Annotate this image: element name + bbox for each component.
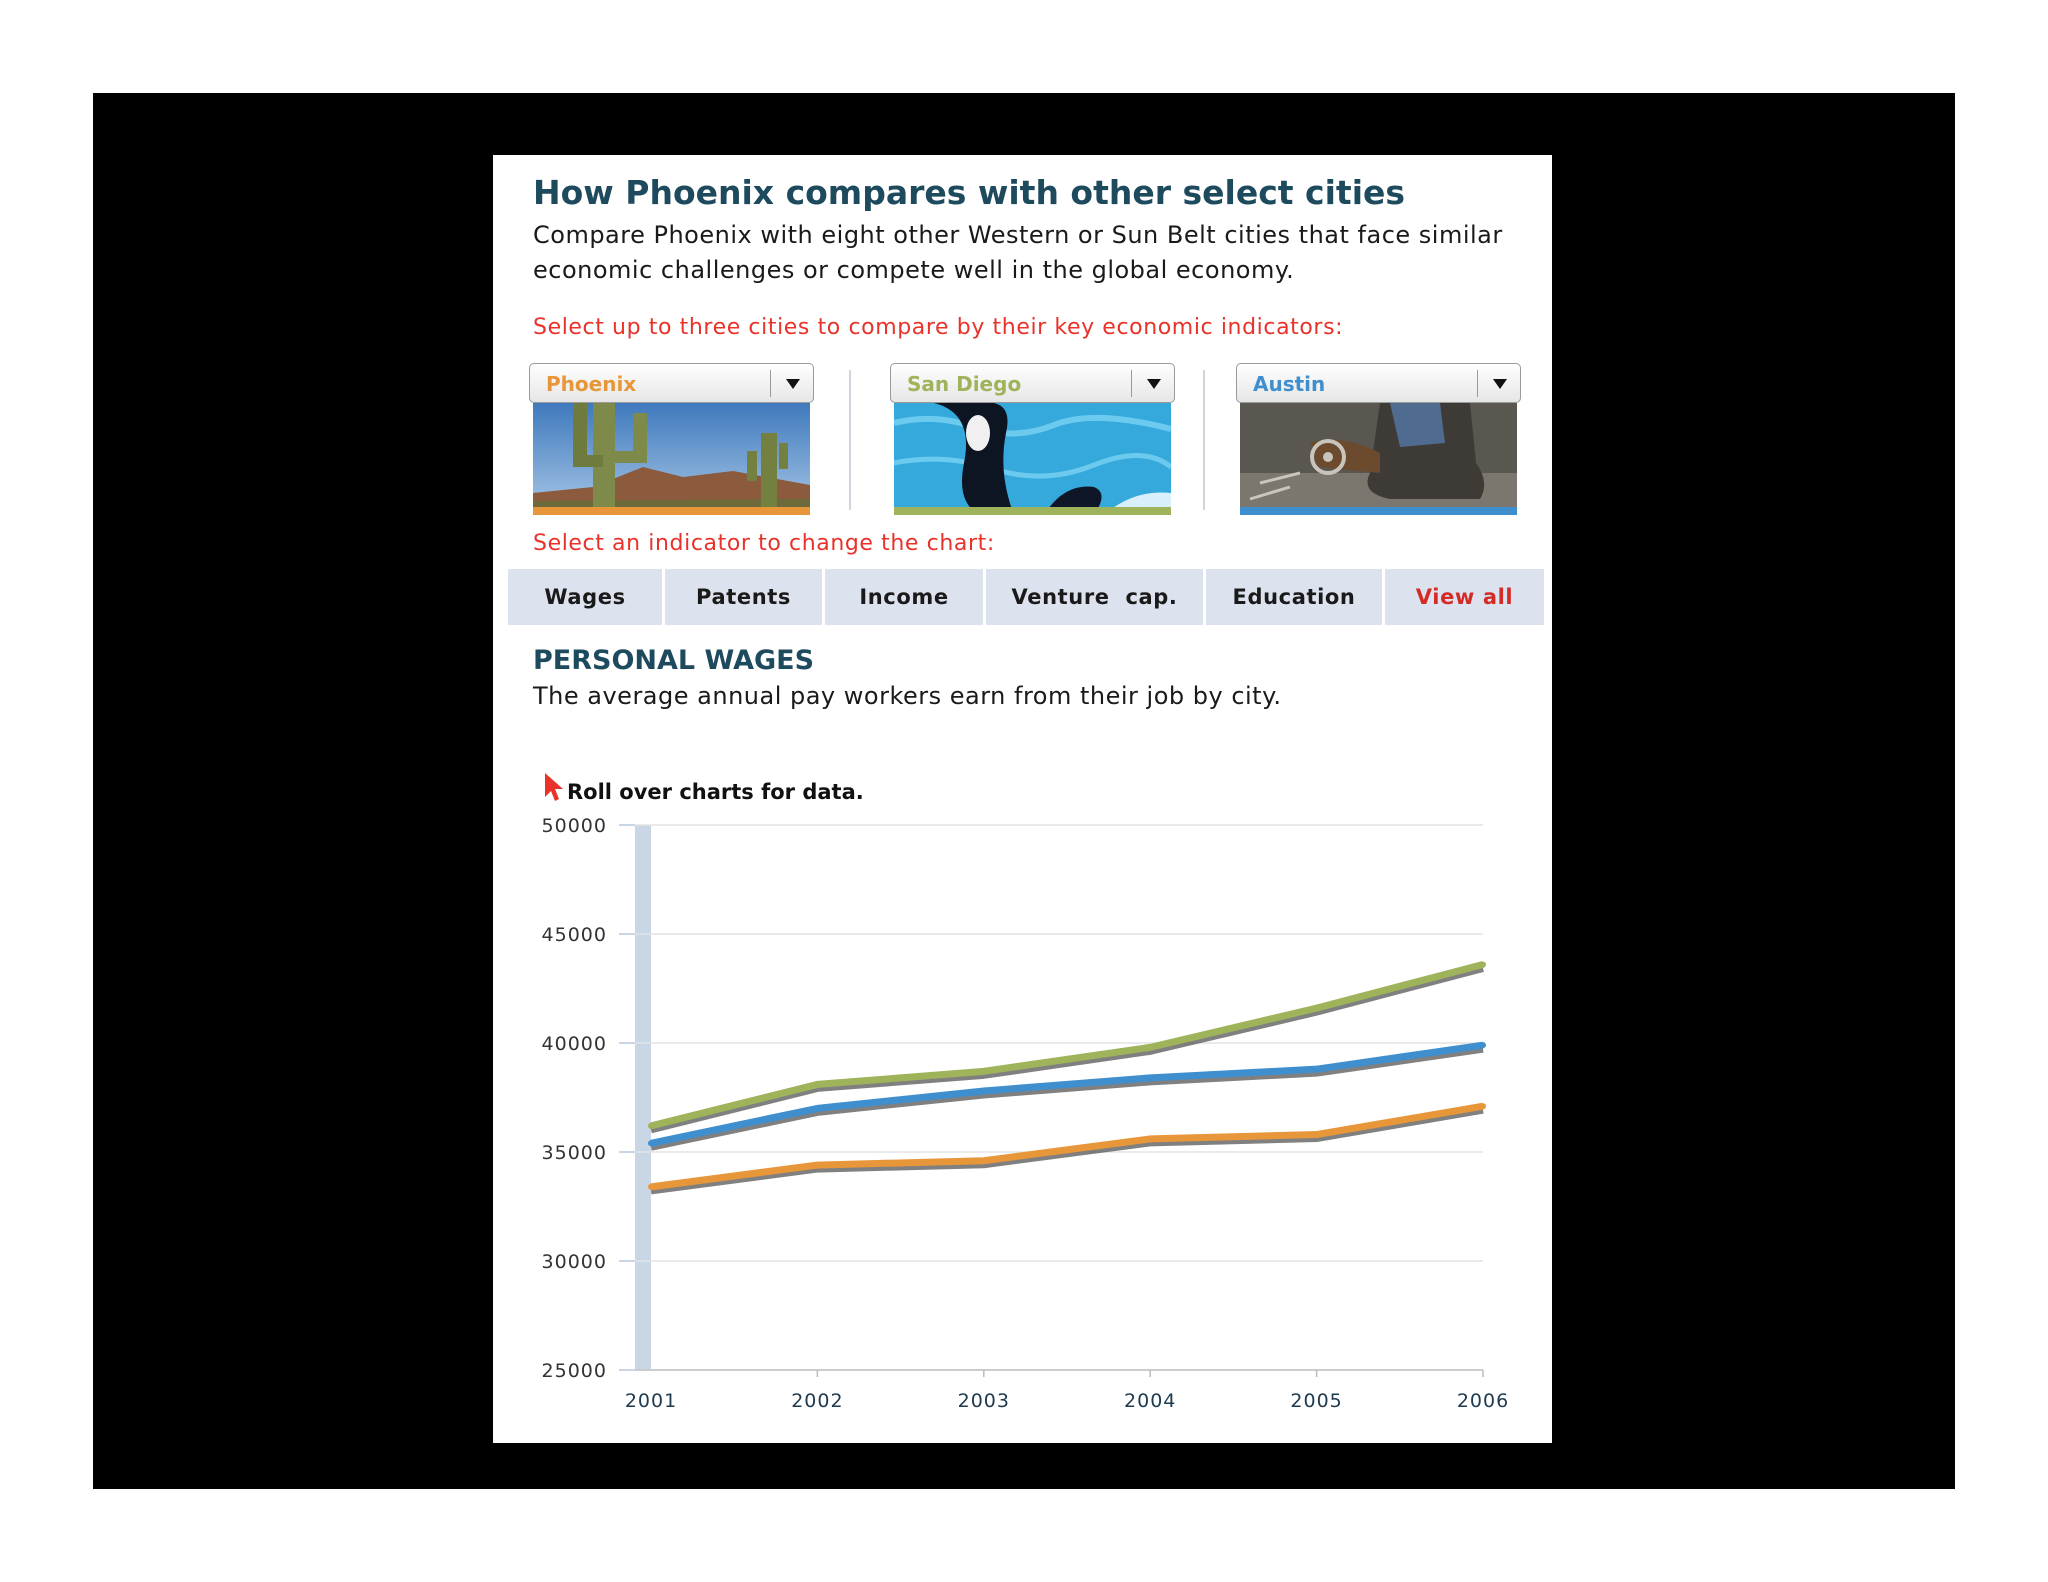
wages-line-chart[interactable] bbox=[493, 795, 1552, 1435]
city-dropdown-label: Phoenix bbox=[546, 372, 637, 396]
data-point bbox=[814, 1162, 820, 1168]
divider bbox=[849, 370, 851, 510]
section-description: The average annual pay workers earn from their job by city. bbox=[533, 682, 1282, 710]
widget-intro: Compare Phoenix with eight other Western or Sun Belt cities that face similar economic challenges or compete well in the global economy. bbox=[533, 221, 1503, 284]
data-point bbox=[648, 1123, 654, 1129]
chevron-down-icon[interactable] bbox=[1131, 370, 1174, 397]
y-tick-label: 50000 bbox=[541, 815, 607, 837]
tab-education[interactable]: Education bbox=[1206, 569, 1382, 625]
city-dropdown-austin[interactable] bbox=[1236, 363, 1521, 403]
data-point bbox=[814, 1081, 820, 1087]
data-point bbox=[814, 1105, 820, 1111]
y-tick-label: 45000 bbox=[541, 924, 607, 946]
data-point bbox=[1147, 1136, 1153, 1142]
data-point bbox=[1480, 1042, 1486, 1048]
city-dropdown-phoenix[interactable] bbox=[529, 363, 814, 403]
city-select-instruction: Select up to three cities to compare by their key economic indicators: bbox=[533, 315, 1344, 340]
x-tick-label: 2004 bbox=[1124, 1390, 1177, 1412]
indicator-tabs bbox=[508, 569, 1544, 625]
data-point bbox=[648, 1184, 654, 1190]
chevron-down-icon[interactable] bbox=[1477, 370, 1520, 397]
data-point bbox=[648, 1140, 654, 1146]
tab-patents[interactable]: Patents bbox=[665, 569, 822, 625]
tab-wages[interactable]: Wages bbox=[508, 569, 662, 625]
chevron-down-icon[interactable] bbox=[770, 370, 813, 397]
city-selector-2 bbox=[890, 363, 1175, 515]
data-point bbox=[1314, 1132, 1320, 1138]
data-point bbox=[981, 1158, 987, 1164]
city-dropdown-label: Austin bbox=[1253, 372, 1326, 396]
y-axis-band bbox=[635, 825, 651, 1370]
city-color-bar bbox=[533, 507, 810, 515]
tab-income[interactable]: Income bbox=[825, 569, 983, 625]
y-tick-label: 25000 bbox=[541, 1360, 607, 1382]
divider bbox=[1203, 370, 1205, 510]
tab-view-all[interactable]: View all bbox=[1385, 569, 1544, 625]
y-tick-label: 35000 bbox=[541, 1142, 607, 1164]
city-selector-1 bbox=[529, 363, 814, 515]
data-point bbox=[1480, 1103, 1486, 1109]
x-tick-label: 2002 bbox=[791, 1390, 844, 1412]
x-tick-label: 2005 bbox=[1290, 1390, 1343, 1412]
rollover-hint-text: Roll over charts for data. bbox=[567, 780, 864, 804]
x-tick-label: 2001 bbox=[624, 1390, 678, 1412]
orca-pool-photo bbox=[894, 403, 1171, 515]
city-dropdown-san-diego[interactable] bbox=[890, 363, 1175, 403]
indicator-instruction: Select an indicator to change the chart: bbox=[533, 531, 995, 556]
data-point bbox=[1480, 962, 1486, 968]
city-color-bar bbox=[894, 507, 1171, 515]
y-tick-label: 30000 bbox=[541, 1251, 607, 1273]
x-tick-label: 2003 bbox=[957, 1390, 1010, 1412]
saguaro-cactus-photo bbox=[533, 403, 810, 515]
widget-title: How Phoenix compares with other select cities bbox=[533, 173, 1406, 212]
data-point bbox=[1314, 1066, 1320, 1072]
city-color-bar bbox=[1240, 507, 1517, 515]
comparison-widget bbox=[493, 155, 1552, 1443]
city-selector-3 bbox=[1236, 363, 1521, 515]
section-title: PERSONAL WAGES bbox=[533, 645, 815, 676]
data-point bbox=[1314, 1005, 1320, 1011]
x-tick-label: 2006 bbox=[1456, 1390, 1510, 1412]
data-point bbox=[1147, 1044, 1153, 1050]
data-point bbox=[981, 1088, 987, 1094]
y-tick-label: 40000 bbox=[541, 1033, 607, 1055]
series-line-shadow bbox=[651, 969, 1483, 1130]
data-point bbox=[981, 1068, 987, 1074]
city-dropdown-label: San Diego bbox=[907, 372, 1022, 396]
data-point bbox=[1147, 1075, 1153, 1081]
cowboy-boot-spur-photo bbox=[1240, 403, 1517, 515]
tab-venture-cap[interactable]: Venture cap. bbox=[986, 569, 1203, 625]
